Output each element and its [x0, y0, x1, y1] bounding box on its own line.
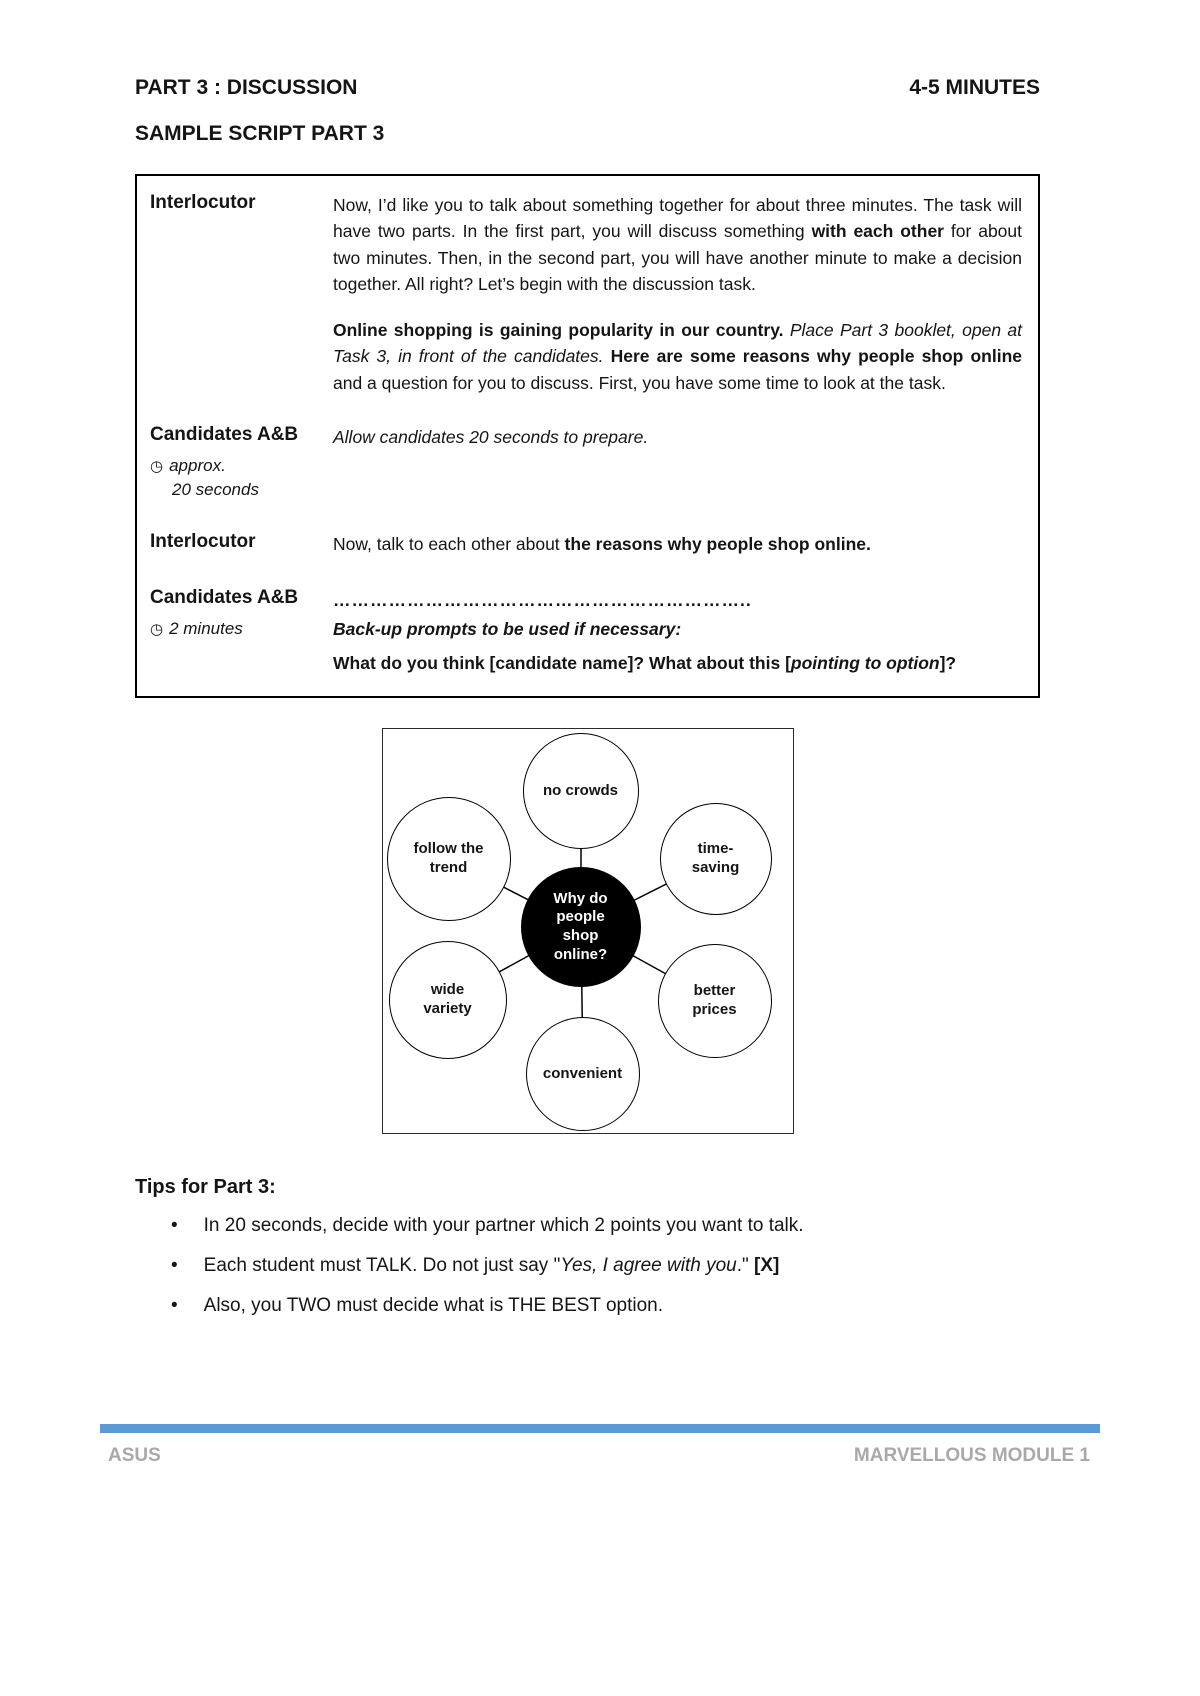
tips-list [135, 1215, 1040, 1317]
table-row-interlocutor-intro [150, 192, 1022, 396]
table-row-candidates-discussion [150, 587, 1022, 676]
text-run: ." [736, 1255, 755, 1277]
row-label: Interlocutor [150, 531, 256, 553]
timing-note [150, 617, 323, 642]
timing-note [150, 454, 323, 503]
text-run: Now, talk to each other about [333, 534, 565, 555]
row-label: Candidates A&B [150, 423, 299, 445]
text-run: Back-up prompts to be used if necessary: [333, 618, 682, 639]
part-title: PART 3 : DISCUSSION [135, 76, 358, 99]
interlocutor-task-paragraph [333, 317, 1022, 396]
interlocutor-intro-paragraph [333, 192, 1022, 297]
text-run: ………………………………………………………….. [333, 590, 752, 611]
tips-section [135, 1176, 1040, 1317]
tips-heading: Tips for Part 3: [135, 1176, 276, 1199]
text-run: the reasons why people shop online. [564, 534, 871, 555]
diagram-center-question: Why do people shop online? [521, 867, 641, 987]
diagram-node-better-prices: better prices [658, 944, 772, 1058]
page-footer [100, 1424, 1100, 1467]
dotted-line [333, 587, 1022, 613]
timing-text: approx. [169, 455, 226, 475]
text-run: Yes, I agree with you [560, 1255, 737, 1277]
diagram-node-wide-variety: wide variety [389, 941, 507, 1059]
tip-item [135, 1295, 1040, 1317]
duration-label: 4-5 MINUTES [909, 76, 1040, 99]
discussion-prompt [333, 531, 1022, 557]
text-run: ]? [939, 652, 957, 673]
text-run: Allow candidates 20 seconds to prepare. [333, 426, 649, 447]
mind-map [382, 728, 794, 1134]
clock-icon: ◷ [150, 621, 164, 639]
script-table [135, 174, 1040, 698]
text-run: Place Part 3 booklet, open at Task 3, in front of the candidates. [333, 320, 1023, 367]
text-run: What do you think [candidate name]? What about this [ [333, 652, 791, 673]
diagram-node-convenient: convenient [526, 1017, 640, 1131]
text-run: pointing to option [790, 652, 940, 673]
prepare-instruction [333, 424, 1022, 450]
document-page [135, 0, 1040, 1317]
diagram-node-no-crowds: no crowds [523, 733, 639, 849]
backup-prompts-note [333, 616, 1022, 642]
diagram-node-follow-the-trend: follow the trend [387, 797, 511, 921]
document-header [135, 76, 1040, 100]
footer-bar [100, 1424, 1100, 1433]
tip-item [135, 1215, 1040, 1237]
text-run: Each student must TALK. Do not just say " [203, 1255, 561, 1277]
text-run: Online shopping is gaining popularity in our country. [333, 320, 790, 340]
footer-left-text: ASUS [108, 1445, 161, 1466]
diagram-node-time-saving: time-saving [660, 803, 772, 915]
tip-item [135, 1255, 1040, 1277]
clock-icon: ◷ [150, 457, 164, 475]
text-run: [X] [754, 1255, 780, 1277]
text-run: with each other [811, 221, 944, 242]
text-run: and a question for you to discuss. First, you have some time to look at the task. [333, 372, 946, 393]
text-run: Also, you TWO must decide what is THE BEST option. [203, 1295, 664, 1317]
row-label: Interlocutor [150, 192, 256, 213]
timing-text: 2 minutes [169, 619, 243, 639]
backup-question [333, 650, 1022, 676]
sample-script-title: SAMPLE SCRIPT PART 3 [135, 122, 385, 145]
tip-text [204, 1295, 663, 1317]
tip-text [204, 1255, 780, 1277]
timing-text: 20 seconds [172, 480, 259, 500]
text-run: Now, I’d like you to talk about something together for about three minutes. The task will have two parts. In the first part, you will discuss something [333, 195, 1022, 242]
table-row-interlocutor-prompt [150, 531, 1022, 559]
text-run: for about two minutes. Then, in the second part, you will have another minute to make a decision together. All right? Let’s begin with the discussion task. [333, 221, 1023, 294]
table-row-candidates-prepare [150, 424, 1022, 503]
text-run: In 20 seconds, decide with your partner which 2 points you want to talk. [203, 1215, 804, 1237]
row-label: Candidates A&B [150, 587, 299, 609]
text-run: Here are some reasons why people shop online [610, 346, 1022, 367]
tip-text [204, 1215, 804, 1237]
footer-right-text: MARVELLOUS MODULE 1 [853, 1445, 1090, 1466]
